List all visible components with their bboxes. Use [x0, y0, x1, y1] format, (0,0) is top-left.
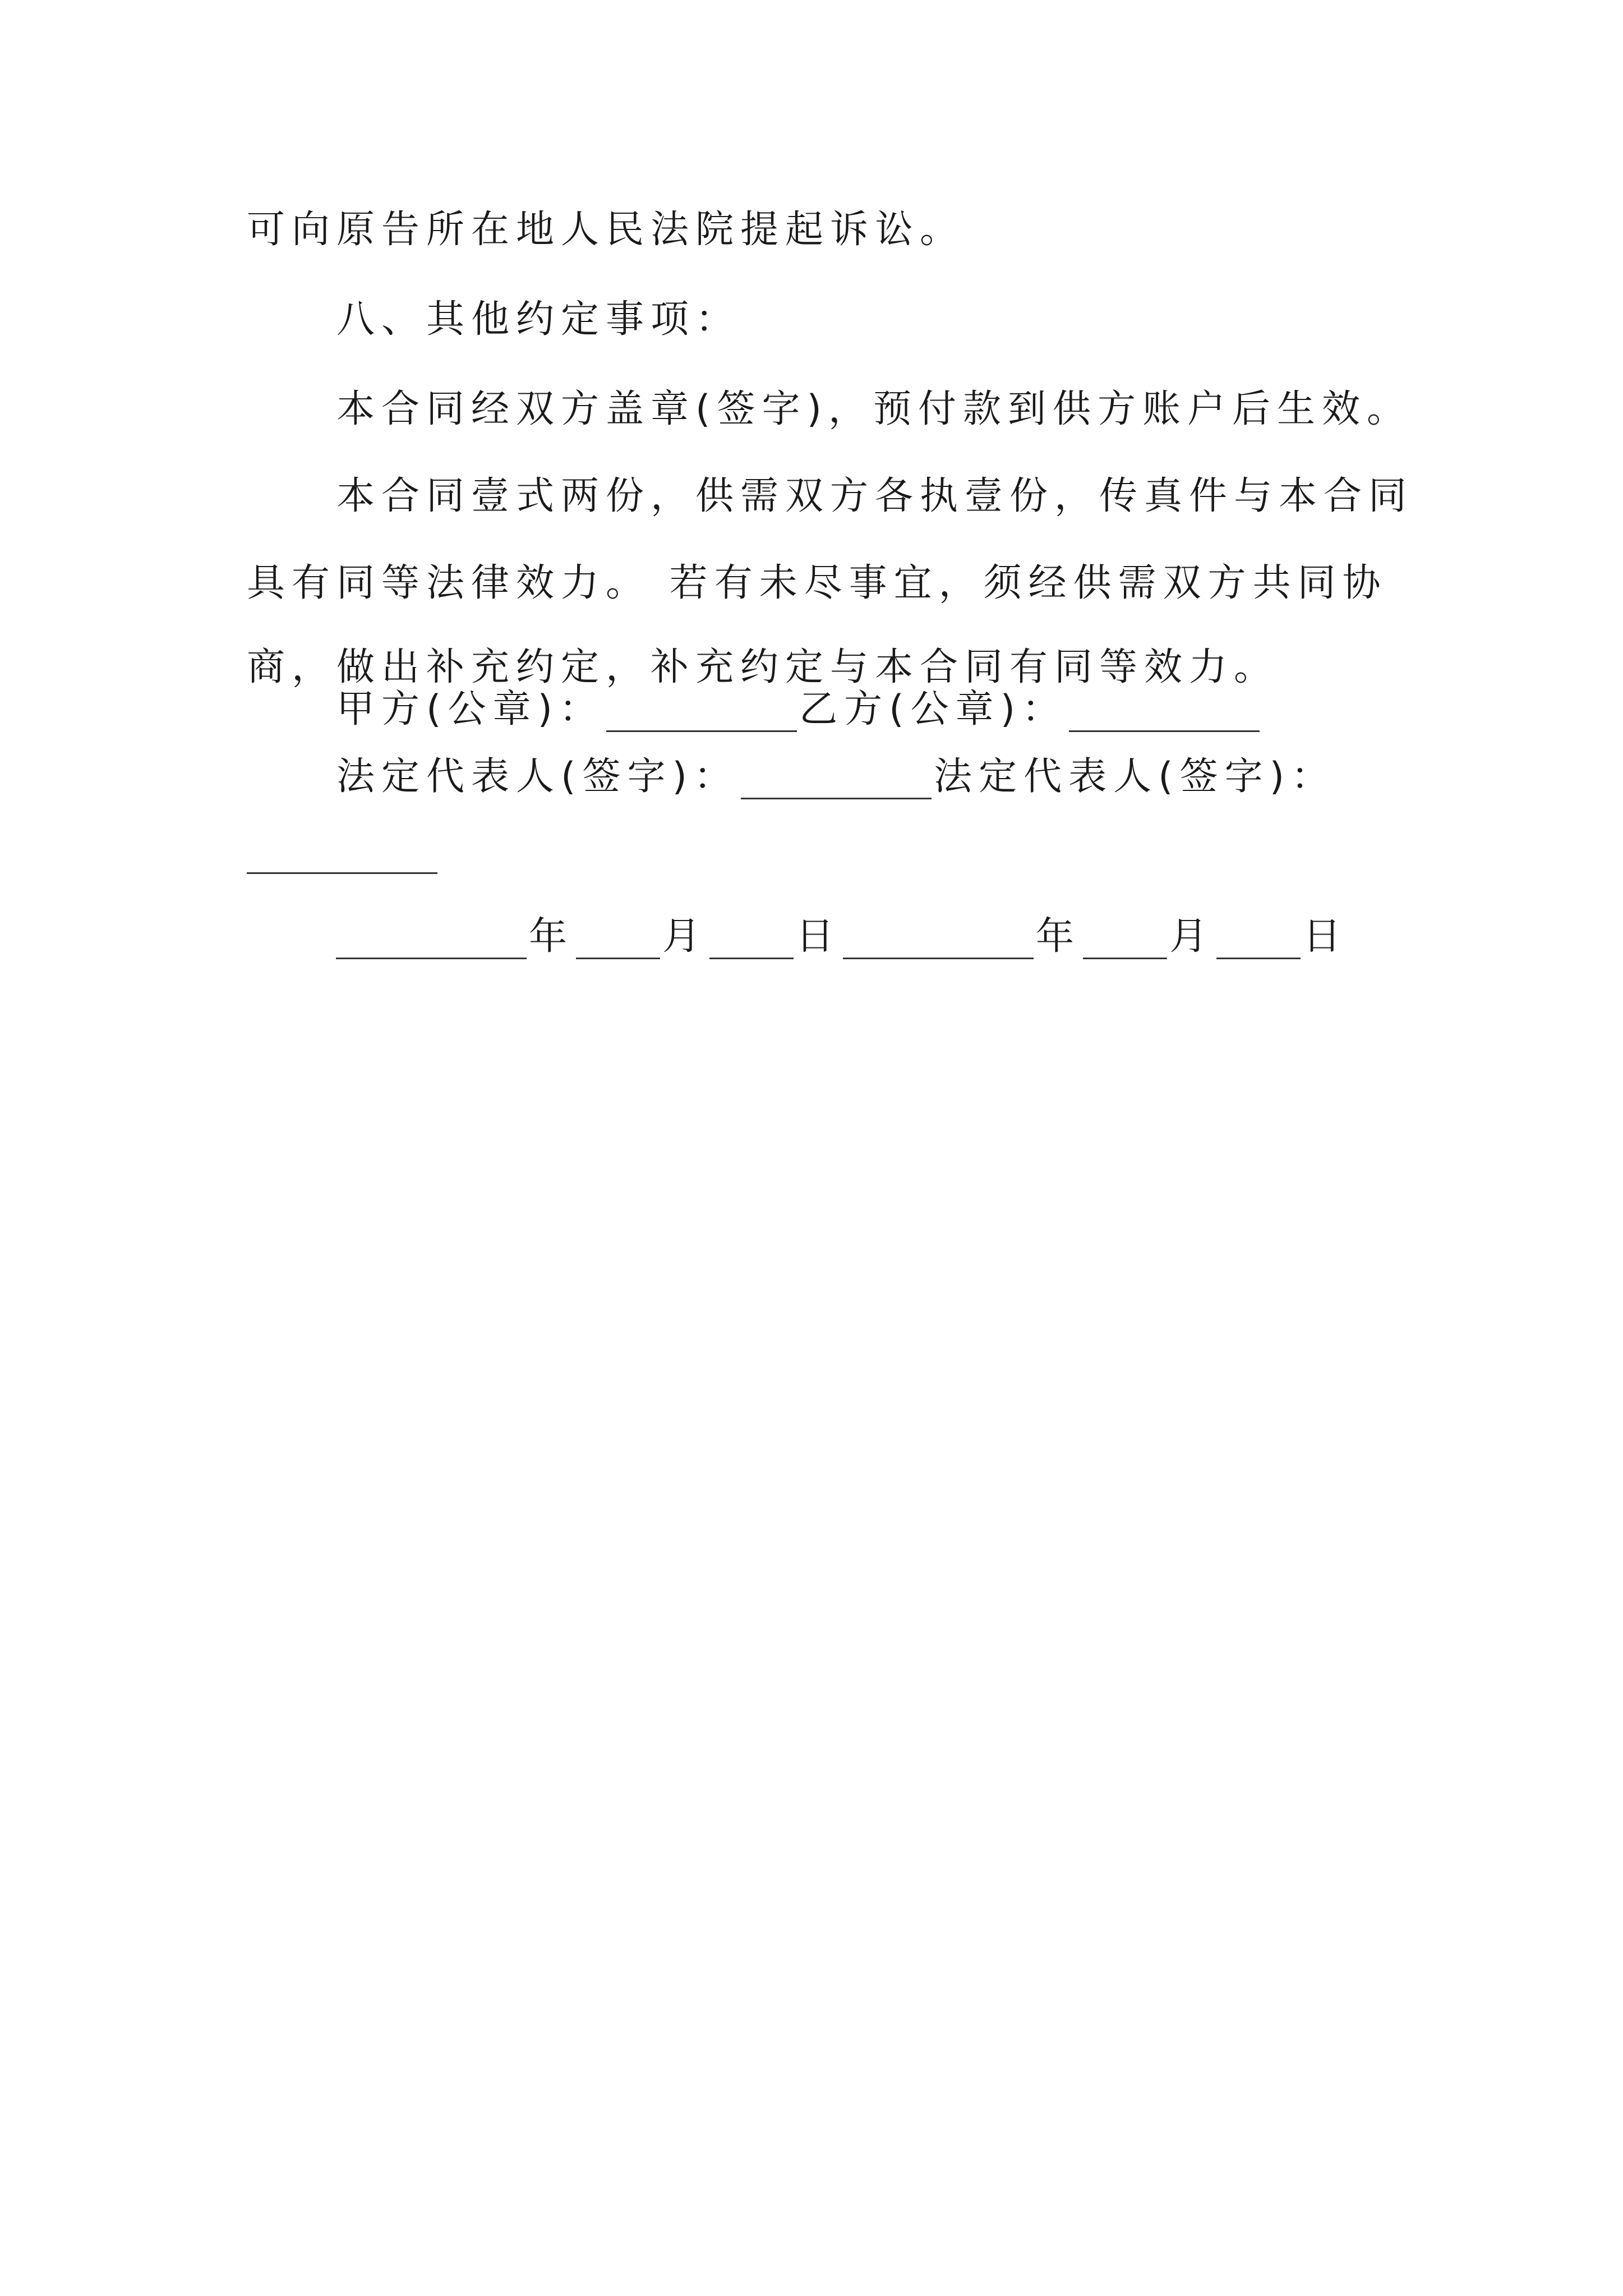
date-b-day-label: 日 — [1303, 914, 1348, 959]
party-a-seal-blank[interactable] — [606, 694, 797, 732]
seal-line — [336, 687, 1262, 732]
party-b-seal-blank[interactable] — [1069, 694, 1260, 732]
date-b-year-label: 年 — [1036, 914, 1081, 959]
date-a-day-blank[interactable] — [709, 922, 794, 959]
party-a-seal-label: 甲方(公章)： — [336, 687, 605, 731]
text-line-supplement: 商，做出补充约定，补充约定与本合同有同等效力。 — [247, 645, 1279, 689]
date-a-month-blank[interactable] — [576, 922, 660, 959]
text-line-litigation: 可向原告所在地人民法院提起诉讼。 — [247, 208, 965, 252]
date-b-day-blank[interactable] — [1216, 922, 1301, 959]
date-b-month-label: 月 — [1169, 914, 1215, 959]
text-line-legal-effect: 具有同等法律效力。 若有未尽事宜，须经供需双方共同协 — [247, 561, 1387, 605]
date-a-year-label: 年 — [529, 914, 574, 959]
date-b-year-blank[interactable] — [843, 922, 1034, 959]
text-line-effective: 本合同经双方盖章(签字)，预付款到供方账户后生效。 — [336, 387, 1412, 431]
text-line-copies: 本合同壹式两份，供需双方各执壹份，传真件与本合同 — [336, 474, 1414, 518]
rep-a-label: 法定代表人(签字)： — [336, 754, 739, 799]
section-heading-other-terms: 八、其他约定事项： — [336, 297, 741, 342]
date-line — [334, 914, 1348, 959]
rep-a-signature-blank[interactable] — [741, 762, 932, 799]
rep-b-label: 法定代表人(签字)： — [934, 754, 1336, 799]
date-a-day-label: 日 — [796, 914, 841, 959]
date-a-month-label: 月 — [662, 914, 708, 959]
date-b-month-blank[interactable] — [1083, 922, 1167, 959]
party-b-seal-label: 乙方(公章)： — [799, 687, 1067, 731]
rep-b-signature-blank[interactable] — [247, 872, 437, 874]
date-a-year-blank[interactable] — [336, 922, 527, 959]
representative-line — [336, 754, 1336, 799]
